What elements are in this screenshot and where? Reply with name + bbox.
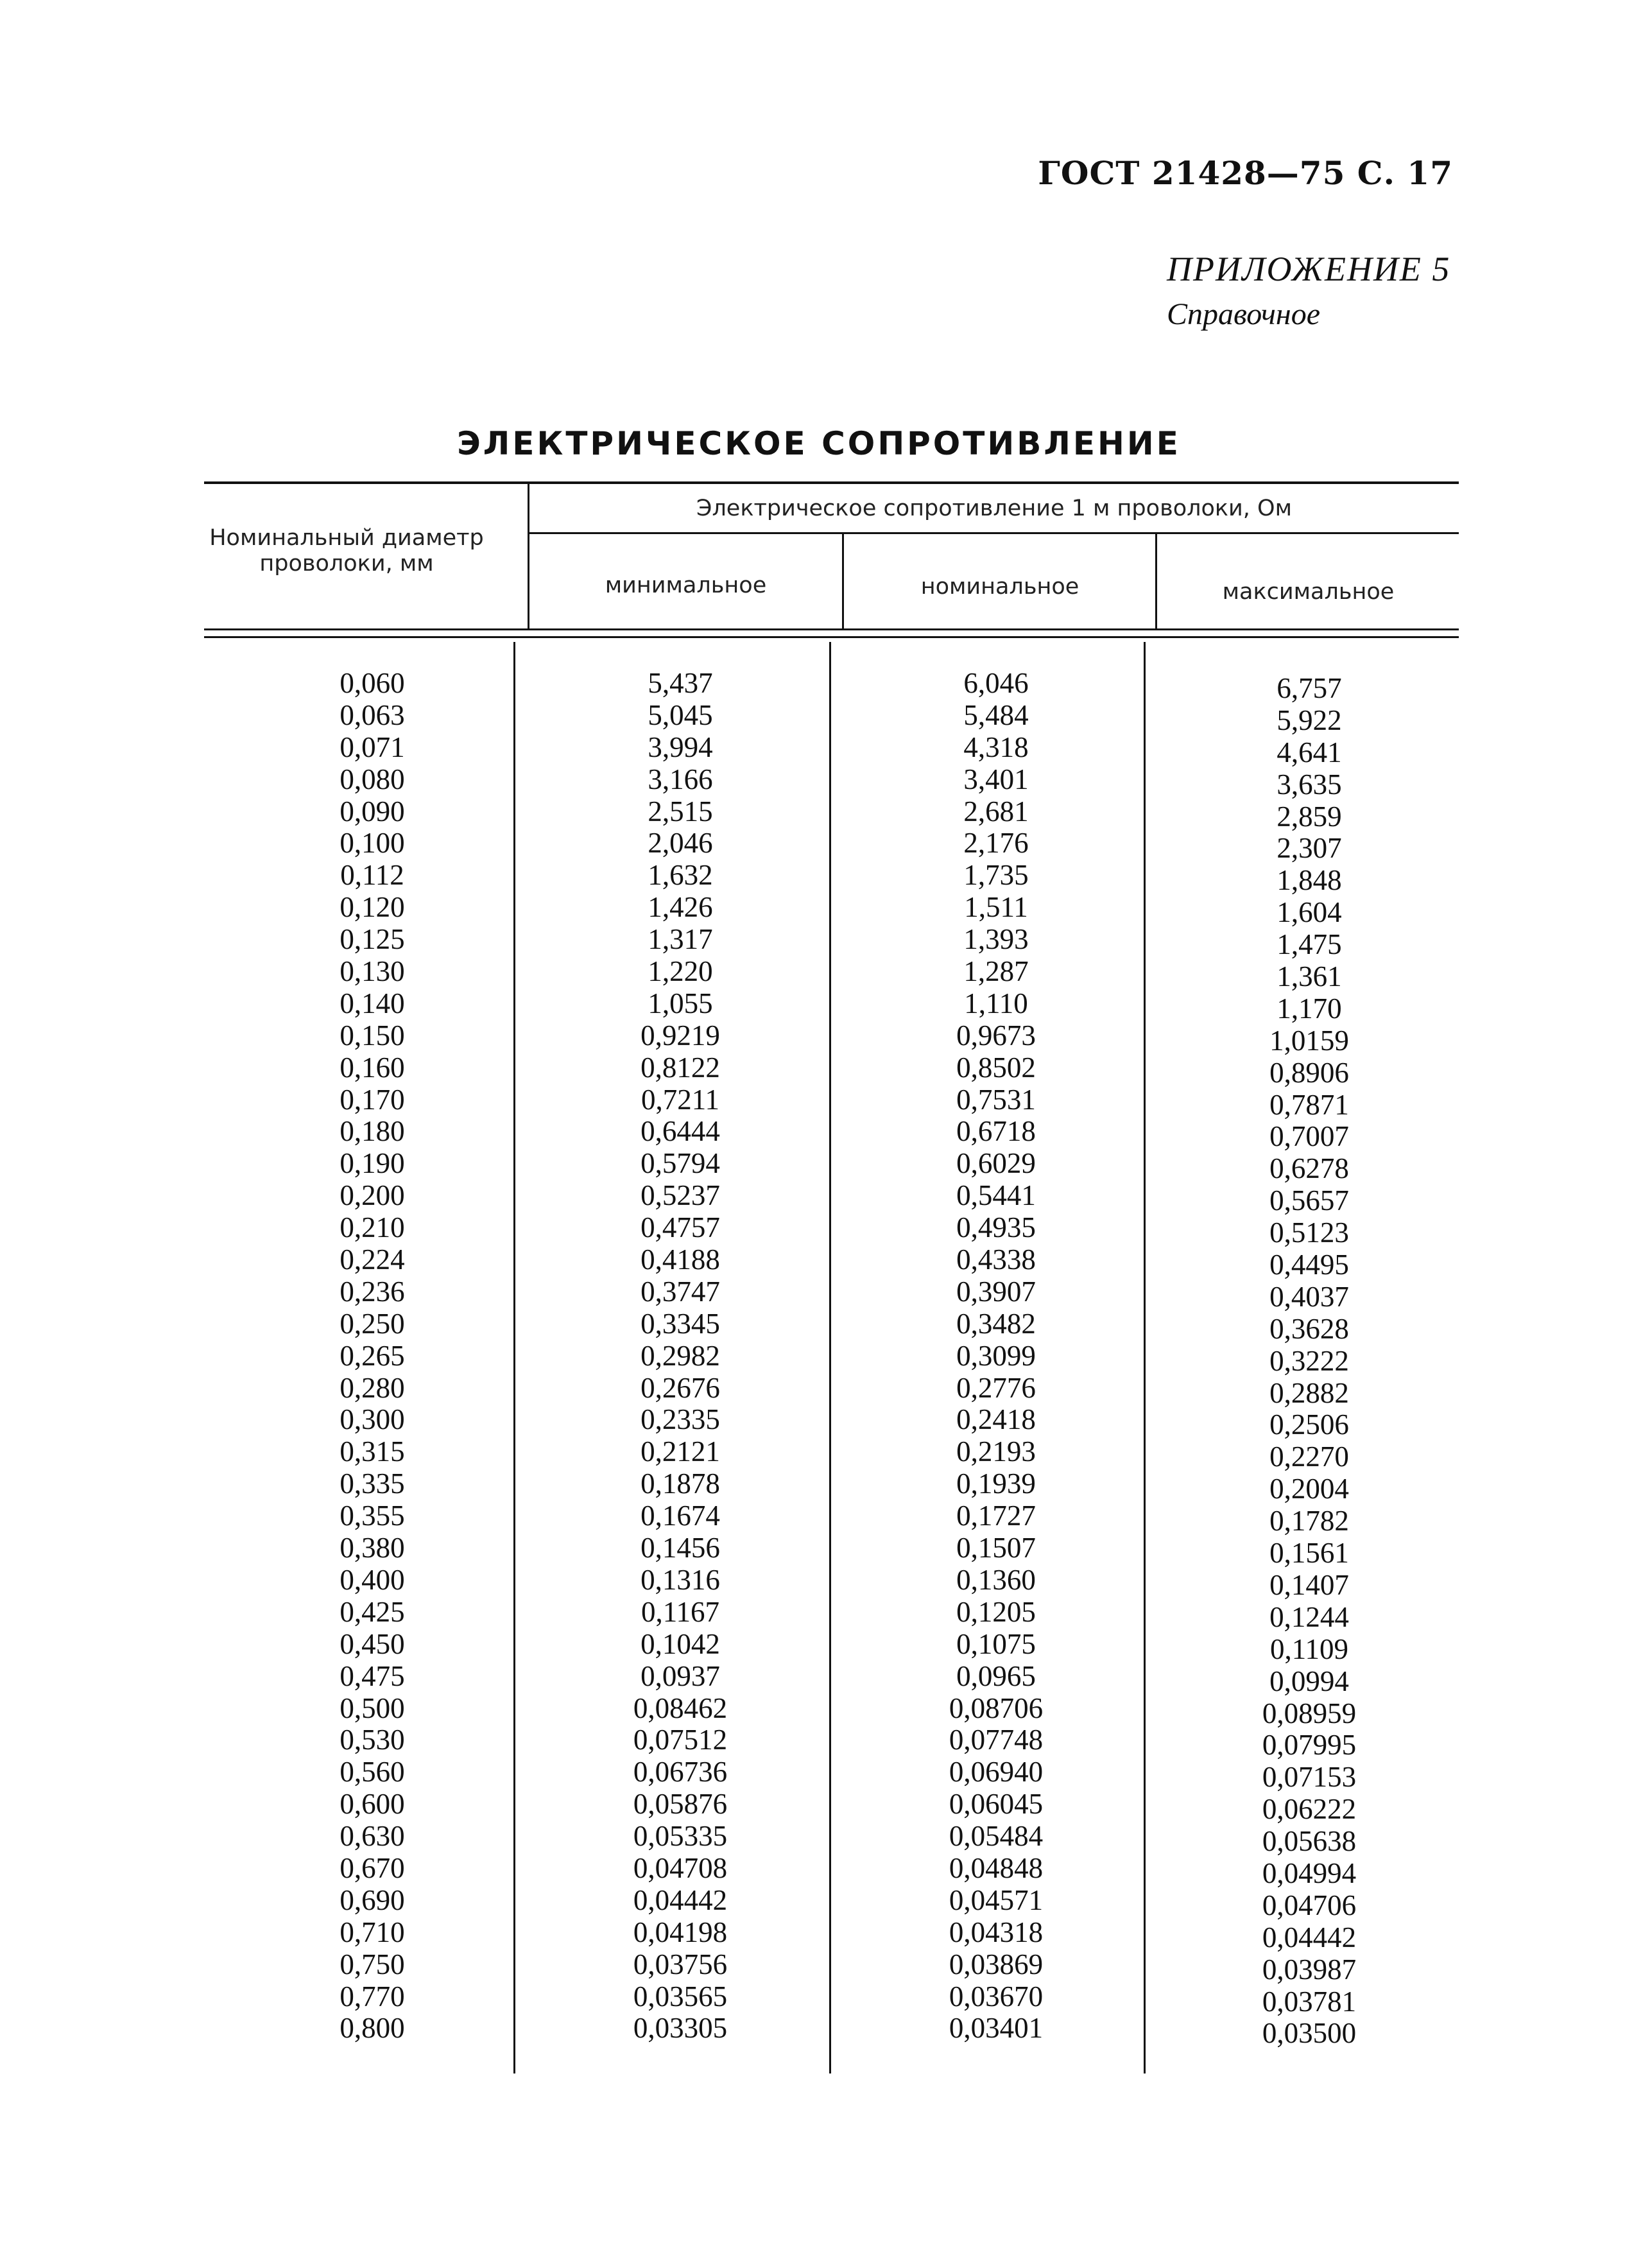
table-cell-diameters-3: 0,080 (340, 763, 405, 795)
table-cell-max-7: 1,604 (1277, 896, 1342, 929)
table-cell-min-18: 0,4188 (641, 1243, 720, 1276)
table-cell-diameters-31: 0,475 (340, 1659, 405, 1692)
table-cell-nom-27: 0,1507 (956, 1532, 1036, 1564)
table-cell-min-9: 1,220 (648, 955, 713, 988)
table-cell-max-17: 0,5123 (1269, 1216, 1349, 1249)
table-cell-nom-18: 0,4338 (956, 1243, 1036, 1276)
table-cell-min-32: 0,08462 (633, 1692, 728, 1724)
table-cell-max-26: 0,1782 (1269, 1505, 1349, 1537)
table-cell-nom-20: 0,3482 (956, 1307, 1036, 1340)
header-divider-2 (842, 533, 844, 629)
table-cell-diameters-29: 0,425 (340, 1595, 405, 1628)
page-title: ЭЛЕКТРИЧЕСКОЕ СОПРОТИВЛЕНИЕ (457, 425, 1181, 462)
header-divider-1 (528, 483, 529, 629)
table-cell-max-15: 0,6278 (1269, 1152, 1349, 1185)
column-header-nom: номинальное (920, 574, 1079, 600)
table-cell-diameters-40: 0,750 (340, 1948, 405, 1980)
table-cell-max-22: 0,2882 (1269, 1376, 1349, 1409)
table-cell-max-18: 0,4495 (1269, 1249, 1349, 1281)
table-cell-diameters-38: 0,690 (340, 1883, 405, 1916)
body-divider-2 (829, 642, 831, 2073)
table-cell-diameters-0: 0,060 (340, 667, 405, 699)
table-cell-diameters-27: 0,380 (340, 1532, 405, 1564)
table-cell-max-3: 3,635 (1277, 768, 1342, 801)
table-cell-max-39: 0,04442 (1262, 1921, 1357, 1953)
table-cell-max-1: 5,922 (1277, 704, 1342, 736)
table-cell-diameters-12: 0,160 (340, 1051, 405, 1084)
table-cell-diameters-16: 0,200 (340, 1179, 405, 1212)
table-cell-max-13: 0,7871 (1269, 1088, 1349, 1121)
table-cell-min-17: 0,4757 (641, 1211, 720, 1244)
table-cell-nom-28: 0,1360 (956, 1563, 1036, 1596)
min-resistance-column (584, 668, 777, 2045)
table-cell-diameters-26: 0,355 (340, 1500, 405, 1532)
table-cell-min-38: 0,04442 (633, 1883, 728, 1916)
table-cell-nom-2: 4,318 (963, 731, 1029, 763)
table-cell-max-25: 0,2004 (1269, 1473, 1349, 1505)
table-cell-diameters-11: 0,150 (340, 1019, 405, 1052)
table-cell-max-27: 0,1561 (1269, 1537, 1349, 1570)
table-cell-nom-14: 0,6718 (956, 1115, 1036, 1148)
table-cell-min-5: 2,046 (648, 827, 713, 860)
table-cell-nom-4: 2,681 (963, 795, 1029, 827)
table-cell-min-31: 0,0937 (641, 1659, 720, 1692)
column-group-header: Электрическое сопротивление 1 м проволоки, Ом (696, 496, 1292, 521)
table-cell-diameters-24: 0,315 (340, 1435, 405, 1468)
table-cell-max-21: 0,3222 (1269, 1344, 1349, 1377)
column-header-max: максимальное (1222, 579, 1395, 605)
body-divider-1 (513, 642, 515, 2073)
table-cell-max-12: 0,8906 (1269, 1056, 1349, 1089)
table-cell-nom-35: 0,06045 (949, 1788, 1044, 1821)
table-cell-nom-7: 1,511 (964, 891, 1028, 924)
table-cell-nom-12: 0,8502 (956, 1051, 1036, 1084)
table-cell-nom-31: 0,0965 (956, 1659, 1036, 1692)
table-cell-max-42: 0,03500 (1262, 2017, 1357, 2050)
table-cell-diameters-22: 0,280 (340, 1371, 405, 1404)
table-cell-diameters-5: 0,100 (340, 827, 405, 860)
table-cell-diameters-32: 0,500 (340, 1692, 405, 1724)
table-cell-min-33: 0,07512 (633, 1724, 728, 1756)
table-cell-min-4: 2,515 (648, 795, 713, 827)
table-cell-diameters-34: 0,560 (340, 1756, 405, 1788)
table-cell-diameters-19: 0,236 (340, 1275, 405, 1308)
table-cell-min-7: 1,426 (648, 891, 713, 924)
header-bottom-rule-2 (204, 636, 1459, 638)
table-cell-min-3: 3,166 (648, 763, 713, 795)
nom-resistance-column (900, 668, 1092, 2045)
table-cell-max-5: 2,307 (1277, 832, 1342, 865)
table-cell-min-26: 0,1674 (641, 1500, 720, 1532)
table-cell-min-30: 0,1042 (641, 1627, 720, 1660)
table-cell-max-8: 1,475 (1277, 928, 1342, 961)
table-cell-nom-42: 0,03401 (949, 2012, 1044, 2045)
table-cell-diameters-25: 0,335 (340, 1467, 405, 1500)
table-cell-min-15: 0,5794 (641, 1147, 720, 1180)
table-cell-diameters-33: 0,530 (340, 1724, 405, 1756)
table-cell-min-27: 0,1456 (641, 1532, 720, 1564)
table-cell-min-41: 0,03565 (633, 1980, 728, 2013)
table-cell-min-34: 0,06736 (633, 1756, 728, 1788)
table-cell-max-6: 1,848 (1277, 864, 1342, 897)
table-cell-nom-22: 0,2776 (956, 1371, 1036, 1404)
table-cell-nom-23: 0,2418 (956, 1403, 1036, 1436)
table-cell-min-35: 0,05876 (633, 1788, 728, 1821)
table-cell-nom-17: 0,4935 (956, 1211, 1036, 1244)
table-cell-diameters-14: 0,180 (340, 1115, 405, 1148)
table-cell-nom-8: 1,393 (963, 923, 1029, 956)
table-cell-nom-10: 1,110 (964, 987, 1028, 1019)
diameter-column (276, 668, 469, 2045)
table-cell-diameters-28: 0,400 (340, 1563, 405, 1596)
table-cell-nom-36: 0,05484 (949, 1820, 1044, 1853)
table-cell-min-13: 0,7211 (641, 1083, 720, 1116)
table-cell-min-39: 0,04198 (633, 1916, 728, 1948)
table-cell-diameters-23: 0,300 (340, 1403, 405, 1436)
table-cell-nom-38: 0,04571 (949, 1883, 1044, 1916)
table-cell-min-25: 0,1878 (641, 1467, 720, 1500)
table-cell-min-2: 3,994 (648, 731, 713, 763)
table-cell-diameters-8: 0,125 (340, 923, 405, 956)
table-cell-max-29: 0,1244 (1269, 1600, 1349, 1633)
table-cell-min-40: 0,03756 (633, 1948, 728, 1980)
table-cell-min-42: 0,03305 (633, 2012, 728, 2045)
table-cell-max-9: 1,361 (1277, 960, 1342, 993)
table-cell-max-19: 0,4037 (1269, 1280, 1349, 1313)
table-cell-max-4: 2,859 (1277, 800, 1342, 833)
table-cell-nom-9: 1,287 (963, 955, 1029, 988)
table-cell-min-6: 1,632 (648, 859, 713, 892)
table-cell-diameters-7: 0,120 (340, 891, 405, 924)
table-cell-diameters-9: 0,130 (340, 955, 405, 988)
column-header-min: минимальное (605, 573, 767, 598)
table-cell-min-37: 0,04708 (633, 1851, 728, 1884)
table-cell-nom-1: 5,484 (963, 698, 1029, 731)
table-cell-min-28: 0,1316 (641, 1563, 720, 1596)
table-cell-max-31: 0,0994 (1269, 1665, 1349, 1697)
body-divider-3 (1144, 642, 1146, 2073)
table-cell-min-14: 0,6444 (641, 1115, 720, 1148)
table-cell-max-16: 0,5657 (1269, 1184, 1349, 1217)
table-cell-max-38: 0,04706 (1262, 1889, 1357, 1921)
table-cell-nom-32: 0,08706 (949, 1692, 1044, 1724)
table-cell-diameters-35: 0,600 (340, 1788, 405, 1821)
table-cell-min-1: 5,045 (648, 698, 713, 731)
table-cell-nom-13: 0,7531 (956, 1083, 1036, 1116)
table-cell-max-24: 0,2270 (1269, 1441, 1349, 1473)
table-cell-max-40: 0,03987 (1262, 1953, 1357, 1986)
table-cell-diameters-2: 0,071 (340, 731, 405, 763)
table-cell-diameters-21: 0,265 (340, 1339, 405, 1372)
table-cell-min-20: 0,3345 (641, 1307, 720, 1340)
table-cell-max-2: 4,641 (1277, 736, 1342, 768)
table-cell-max-41: 0,03781 (1262, 1985, 1357, 2018)
header-bottom-rule-1 (204, 628, 1459, 630)
table-cell-min-10: 1,055 (648, 987, 713, 1019)
table-cell-diameters-37: 0,670 (340, 1851, 405, 1884)
table-cell-diameters-17: 0,210 (340, 1211, 405, 1244)
table-cell-nom-26: 0,1727 (956, 1500, 1036, 1532)
table-cell-diameters-10: 0,140 (340, 987, 405, 1019)
table-cell-nom-29: 0,1205 (956, 1595, 1036, 1628)
document-reference: ГОСТ 21428—75 С. 17 (1038, 154, 1453, 192)
table-cell-max-37: 0,04994 (1262, 1857, 1357, 1889)
table-cell-min-22: 0,2676 (641, 1371, 720, 1404)
table-cell-diameters-18: 0,224 (340, 1243, 405, 1276)
table-cell-min-16: 0,5237 (641, 1179, 720, 1212)
table-cell-nom-37: 0,04848 (949, 1851, 1044, 1884)
table-cell-nom-3: 3,401 (963, 763, 1029, 795)
appendix-type: Справочное (1167, 297, 1320, 331)
table-cell-diameters-41: 0,770 (340, 1980, 405, 2013)
table-cell-nom-6: 1,735 (963, 859, 1029, 892)
table-cell-min-21: 0,2982 (641, 1339, 720, 1372)
table-cell-nom-30: 0,1075 (956, 1627, 1036, 1660)
column-header-diameter: Номинальный диаметр проволоки, мм (209, 525, 484, 576)
table-cell-nom-40: 0,03869 (949, 1948, 1044, 1980)
table-cell-nom-41: 0,03670 (949, 1980, 1044, 2013)
table-cell-max-32: 0,08959 (1262, 1697, 1357, 1729)
table-cell-min-11: 0,9219 (641, 1019, 720, 1052)
table-cell-nom-24: 0,2193 (956, 1435, 1036, 1468)
table-cell-min-24: 0,2121 (641, 1435, 720, 1468)
table-cell-nom-5: 2,176 (963, 827, 1029, 860)
table-cell-diameters-15: 0,190 (340, 1147, 405, 1180)
table-cell-max-10: 1,170 (1277, 992, 1342, 1025)
table-cell-diameters-39: 0,710 (340, 1916, 405, 1948)
max-resistance-column (1213, 673, 1406, 2050)
table-cell-min-23: 0,2335 (641, 1403, 720, 1436)
table-cell-max-34: 0,07153 (1262, 1761, 1357, 1794)
table-cell-min-0: 5,437 (648, 667, 713, 699)
table-cell-max-23: 0,2506 (1269, 1408, 1349, 1441)
table-cell-nom-0: 6,046 (963, 667, 1029, 699)
table-cell-min-36: 0,05335 (633, 1820, 728, 1853)
header-divider-3 (1155, 533, 1157, 629)
table-cell-min-12: 0,8122 (641, 1051, 720, 1084)
table-cell-max-35: 0,06222 (1262, 1793, 1357, 1826)
table-cell-max-28: 0,1407 (1269, 1568, 1349, 1601)
table-cell-diameters-30: 0,450 (340, 1627, 405, 1660)
table-top-rule (204, 481, 1459, 484)
table-cell-nom-15: 0,6029 (956, 1147, 1036, 1180)
table-cell-diameters-4: 0,090 (340, 795, 405, 827)
table-cell-max-14: 0,7007 (1269, 1120, 1349, 1153)
table-cell-max-36: 0,05638 (1262, 1825, 1357, 1858)
table-cell-diameters-1: 0,063 (340, 698, 405, 731)
table-cell-nom-16: 0,5441 (956, 1179, 1036, 1212)
table-cell-max-0: 6,757 (1277, 672, 1342, 704)
table-cell-nom-25: 0,1939 (956, 1467, 1036, 1500)
table-cell-nom-21: 0,3099 (956, 1339, 1036, 1372)
table-cell-nom-11: 0,9673 (956, 1019, 1036, 1052)
table-cell-max-33: 0,07995 (1262, 1729, 1357, 1762)
table-cell-diameters-20: 0,250 (340, 1307, 405, 1340)
table-cell-diameters-42: 0,800 (340, 2012, 405, 2045)
table-cell-max-30: 0,1109 (1269, 1632, 1349, 1665)
header-group-rule (529, 532, 1459, 534)
table-cell-min-8: 1,317 (648, 923, 713, 956)
table-cell-diameters-36: 0,630 (340, 1820, 405, 1853)
table-cell-nom-34: 0,06940 (949, 1756, 1044, 1788)
table-cell-nom-39: 0,04318 (949, 1916, 1044, 1948)
table-cell-diameters-13: 0,170 (340, 1083, 405, 1116)
table-cell-diameters-6: 0,112 (340, 859, 404, 892)
table-cell-min-29: 0,1167 (641, 1595, 720, 1628)
table-cell-max-11: 1,0159 (1269, 1024, 1349, 1057)
table-cell-min-19: 0,3747 (641, 1275, 720, 1308)
table-cell-max-20: 0,3628 (1269, 1312, 1349, 1345)
table-cell-nom-19: 0,3907 (956, 1275, 1036, 1308)
table-cell-nom-33: 0,07748 (949, 1724, 1044, 1756)
appendix-label: ПРИЛОЖЕНИЕ 5 (1167, 250, 1451, 288)
